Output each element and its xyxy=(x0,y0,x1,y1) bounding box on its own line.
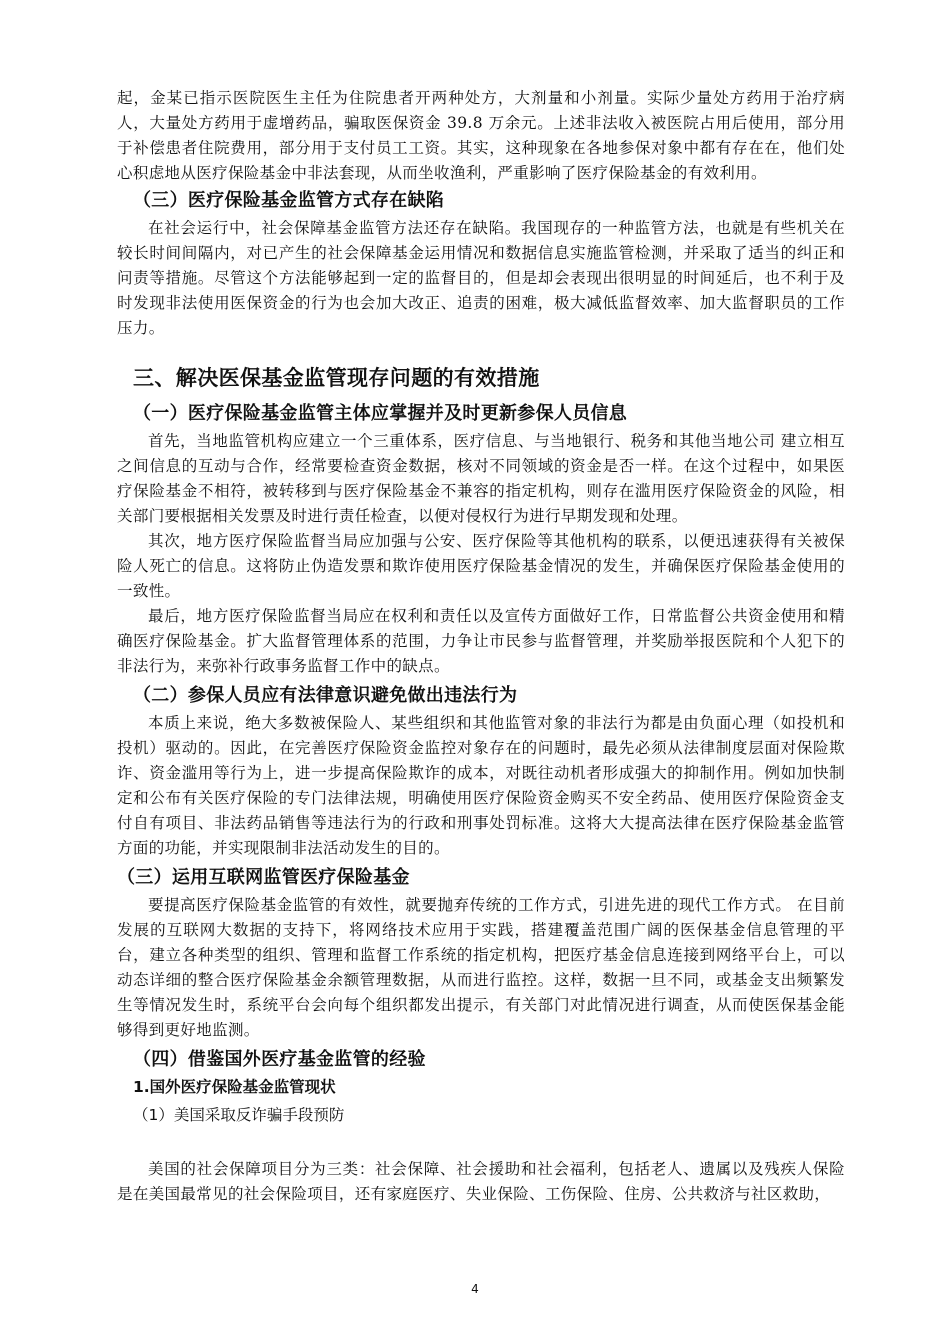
subsubsection-heading: （1）美国采取反诈骗手段预防 xyxy=(133,1106,345,1124)
document-page xyxy=(117,86,845,1207)
paragraph: 起，金某已指示医院医生主任为住院患者开两种处方，大剂量和小剂量。实际少量处方药用于治疗病人，大量处方药用于虚增药品，骗取医保资金 39.8 万余元。上述非法收入被医院占用后使用，部分用于补偿患者住院费用，部分用于支付员工工资。其实，这种现象在各地参保对象中都有存在在，他们处心积虑地从医疗保险基金中非法套现，从而坐收渔利，严重影响了医疗保险基金的有效利用。 xyxy=(117,89,845,182)
section-heading: （四）借鉴国外医疗基金监管的经验 xyxy=(133,1049,426,1070)
page-number: 4 xyxy=(471,1282,479,1296)
paragraph: 美国的社会保障项目分为三类：社会保障、社会援助和社会福利，包括老人、遗属以及残疾人保险是在美国最常见的社会保险项目，还有家庭医疗、失业保险、工伤保险、住房、公共救济与社区救助， xyxy=(117,1160,845,1203)
paragraph: 其次，地方医疗保险监督当局应加强与公安、医疗保险等其他机构的联系，以便迅速获得有关被保险人死亡的信息。这将防止伪造发票和欺诈使用医疗保险基金情况的发生，并确保医疗保险基金使用的一致性。 xyxy=(117,532,845,600)
paragraph: 要提高医疗保险基金监管的有效性，就要抛弃传统的工作方式，引进先进的现代工作方式。 在目前发展的互联网大数据的支持下，将网络技术应用于实践，搭建覆盖范围广阔的医保基金信息管理的平台，建立各种类型的组织、管理和监督工作系统的指定机构，把医疗基金信息连接到网络平台上，可以动态详细的整合医疗保险基金余额管理数据，从而进行监控。这样，数据一旦不同，或基金支出频繁发生等情况发生时，系统平台会向每个组织都发出提示，有关部门对此情况进行调查，从而使医保基金能够得到更好地监测。 xyxy=(117,896,845,1039)
paragraph: 在社会运行中，社会保障基金监管方法还存在缺陷。我国现存的一种监管方法，也就是有些机关在较长时间间隔内，对已产生的社会保障基金运用情况和数据信息实施监管检测，并采取了适当的纠正和问责等措施。尽管这个方法能够起到一定的监督目的，但是却会表现出很明显的时间延后，也不利于及时发现非法使用医保资金的行为也会加大改正、追责的困难，极大减低监督效率、加大监督职员的工作压力。 xyxy=(117,219,845,337)
paragraph: 首先，当地监管机构应建立一个三重体系，医疗信息、与当地银行、税务和其他当地公司 建立相互之间信息的互动与合作，经常要检查资金数据，核对不同领域的资金是否一样。在这个过程中，如果医疗保险基金不相符，被转移到与医疗保险基金不兼容的指定机构，则存在滥用医疗保险资金的风险，相关部门要根据相关发票及时进行责任检查，以便对侵权行为进行早期发现和处理。 xyxy=(117,432,845,525)
section-heading: （三）医疗保险基金监管方式存在缺陷 xyxy=(133,190,445,211)
paragraph: 本质上来说，绝大多数被保险人、某些组织和其他监管对象的非法行为都是由负面心理（如投机和投机）驱动的。因此，在完善医疗保险资金监控对象存在的问题时，最先必须从法律制度层面对保险欺诈、资金滥用等行为上，进一步提高保险欺诈的成本，对既往动机者形成强大的抑制作用。例如加快制定和公布有关医疗保险的专门法律法规，明确使用医疗保险资金购买不安全药品、使用医疗保险资金支付自有项目、非法药品销售等违法行为的行政和刑事处罚标准。这将大大提高法律在医疗保险基金监管方面的功能，并实现限制非法活动发生的目的。 xyxy=(117,714,845,857)
chapter-heading: 三、解决医保基金监管现存问题的有效措施 xyxy=(133,366,540,390)
section-heading: （二）参保人员应有法律意识避免做出违法行为 xyxy=(133,685,518,706)
subsection-heading: 1.国外医疗保险基金监管现状 xyxy=(133,1078,336,1096)
section-heading: （一）医疗保险基金监管主体应掌握并及时更新参保人员信息 xyxy=(133,403,628,424)
paragraph: 最后，地方医疗保险监督当局应在权利和责任以及宣传方面做好工作，日常监督公共资金使用和精确医疗保险基金。扩大监督管理体系的范围，力争让市民参与监督管理，并奖励举报医院和个人犯下的非法行为，来弥补行政事务监督工作中的缺点。 xyxy=(117,607,845,675)
section-heading: （三）运用互联网监管医疗保险基金 xyxy=(117,867,410,888)
